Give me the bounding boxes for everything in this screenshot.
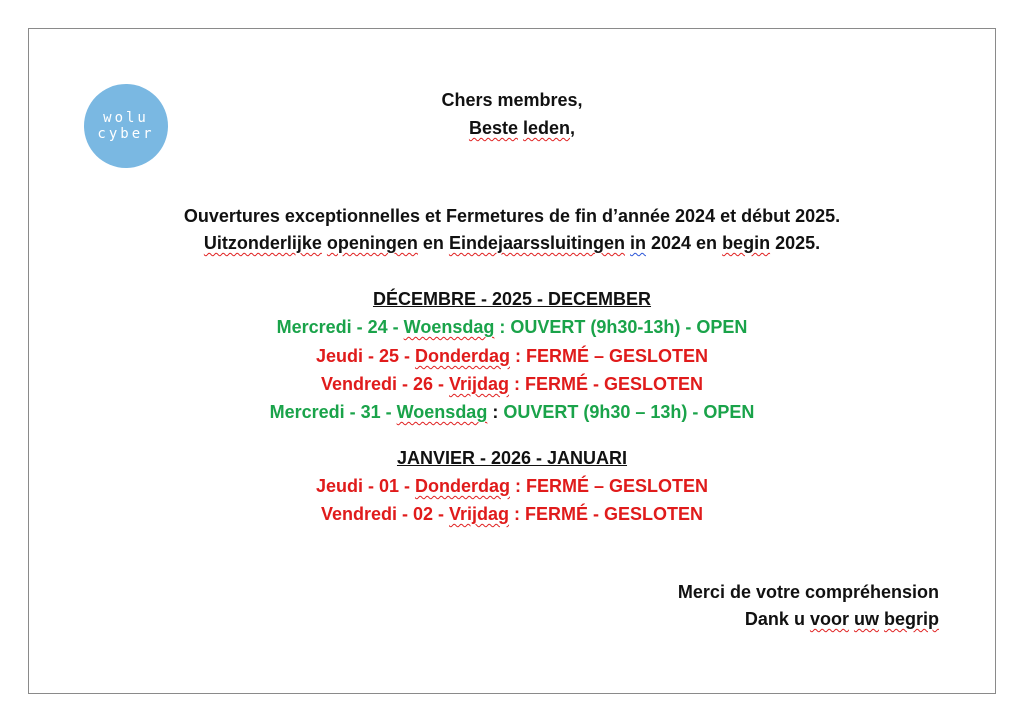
- intro-fr: Ouvertures exceptionnelles et Fermetures de fin d’année 2024 et début 2025.: [183, 206, 841, 226]
- row-prefix: Mercredi - 31 -: [269, 402, 397, 422]
- intro-nl-w1: Uitzonderlijke: [203, 233, 322, 253]
- greeting-nl-comma: ,: [570, 118, 576, 138]
- row-status: : OUVERT (9h30-13h) - OPEN: [494, 317, 748, 337]
- greeting-nl-word-2: leden: [523, 118, 571, 138]
- row-status: : FERMÉ - GESLOTEN: [509, 504, 704, 524]
- logo-line-1: wolu: [103, 110, 149, 126]
- row-dutch-day: Woensdag: [403, 317, 495, 337]
- row-prefix: Mercredi - 24 -: [276, 317, 404, 337]
- row-prefix: Vendredi - 02 -: [320, 504, 449, 524]
- greeting-nl: [0, 117, 1024, 139]
- december-row-1: [0, 316, 1024, 338]
- intro-nl-s5: 2025.: [770, 233, 821, 253]
- january-row-2: [0, 503, 1024, 525]
- row-dutch-day: Donderdag: [414, 346, 510, 366]
- december-row-4: [0, 401, 1024, 423]
- intro-nl-w4: in: [630, 233, 646, 253]
- january-header: JANVIER - 2026 - JANUARI: [396, 448, 628, 468]
- row-status: : FERMÉ – GESLOTEN: [510, 476, 709, 496]
- intro-nl-w5: begin: [722, 233, 771, 253]
- greeting-fr: Chers membres,: [441, 90, 583, 110]
- closing-fr: Merci de votre compréhension: [677, 582, 939, 602]
- row-dutch-day: Woensdag: [396, 402, 488, 422]
- greeting-nl-word-1: Beste: [468, 118, 518, 138]
- intro-nl-w2: openingen: [326, 233, 418, 253]
- row-dutch-day: Vrijdag: [449, 374, 510, 394]
- row-prefix: Jeudi - 25 -: [315, 346, 415, 366]
- row-prefix: Jeudi - 01 -: [315, 476, 415, 496]
- row-dutch-day: Vrijdag: [449, 504, 510, 524]
- row-prefix: Vendredi - 26 -: [320, 374, 449, 394]
- closing-nl-part-1: Dank u: [744, 609, 810, 629]
- row-colon: :: [487, 402, 504, 422]
- december-row-2: [0, 345, 1024, 367]
- intro-nl-s2: en: [417, 233, 449, 253]
- row-status: : FERMÉ - GESLOTEN: [509, 374, 704, 394]
- intro-nl: [0, 232, 1024, 254]
- row-dutch-day: Donderdag: [414, 476, 510, 496]
- intro-nl-w3: Eindejaarssluitingen: [448, 233, 625, 253]
- december-header: DÉCEMBRE - 2025 - DECEMBER: [372, 289, 652, 309]
- closing-nl: [745, 608, 939, 630]
- closing-nl-word-begrip: begrip: [883, 609, 939, 629]
- intro-nl-s4: 2024 en: [646, 233, 723, 253]
- december-row-3: [0, 373, 1024, 395]
- row-status: : FERMÉ – GESLOTEN: [510, 346, 709, 366]
- logo-line-2: cyber: [97, 126, 155, 142]
- january-row-1: [0, 475, 1024, 497]
- row-status: OUVERT (9h30 – 13h) - OPEN: [503, 402, 755, 422]
- closing-nl-word-voor: voor: [809, 609, 849, 629]
- closing-nl-word-uw: uw: [853, 609, 879, 629]
